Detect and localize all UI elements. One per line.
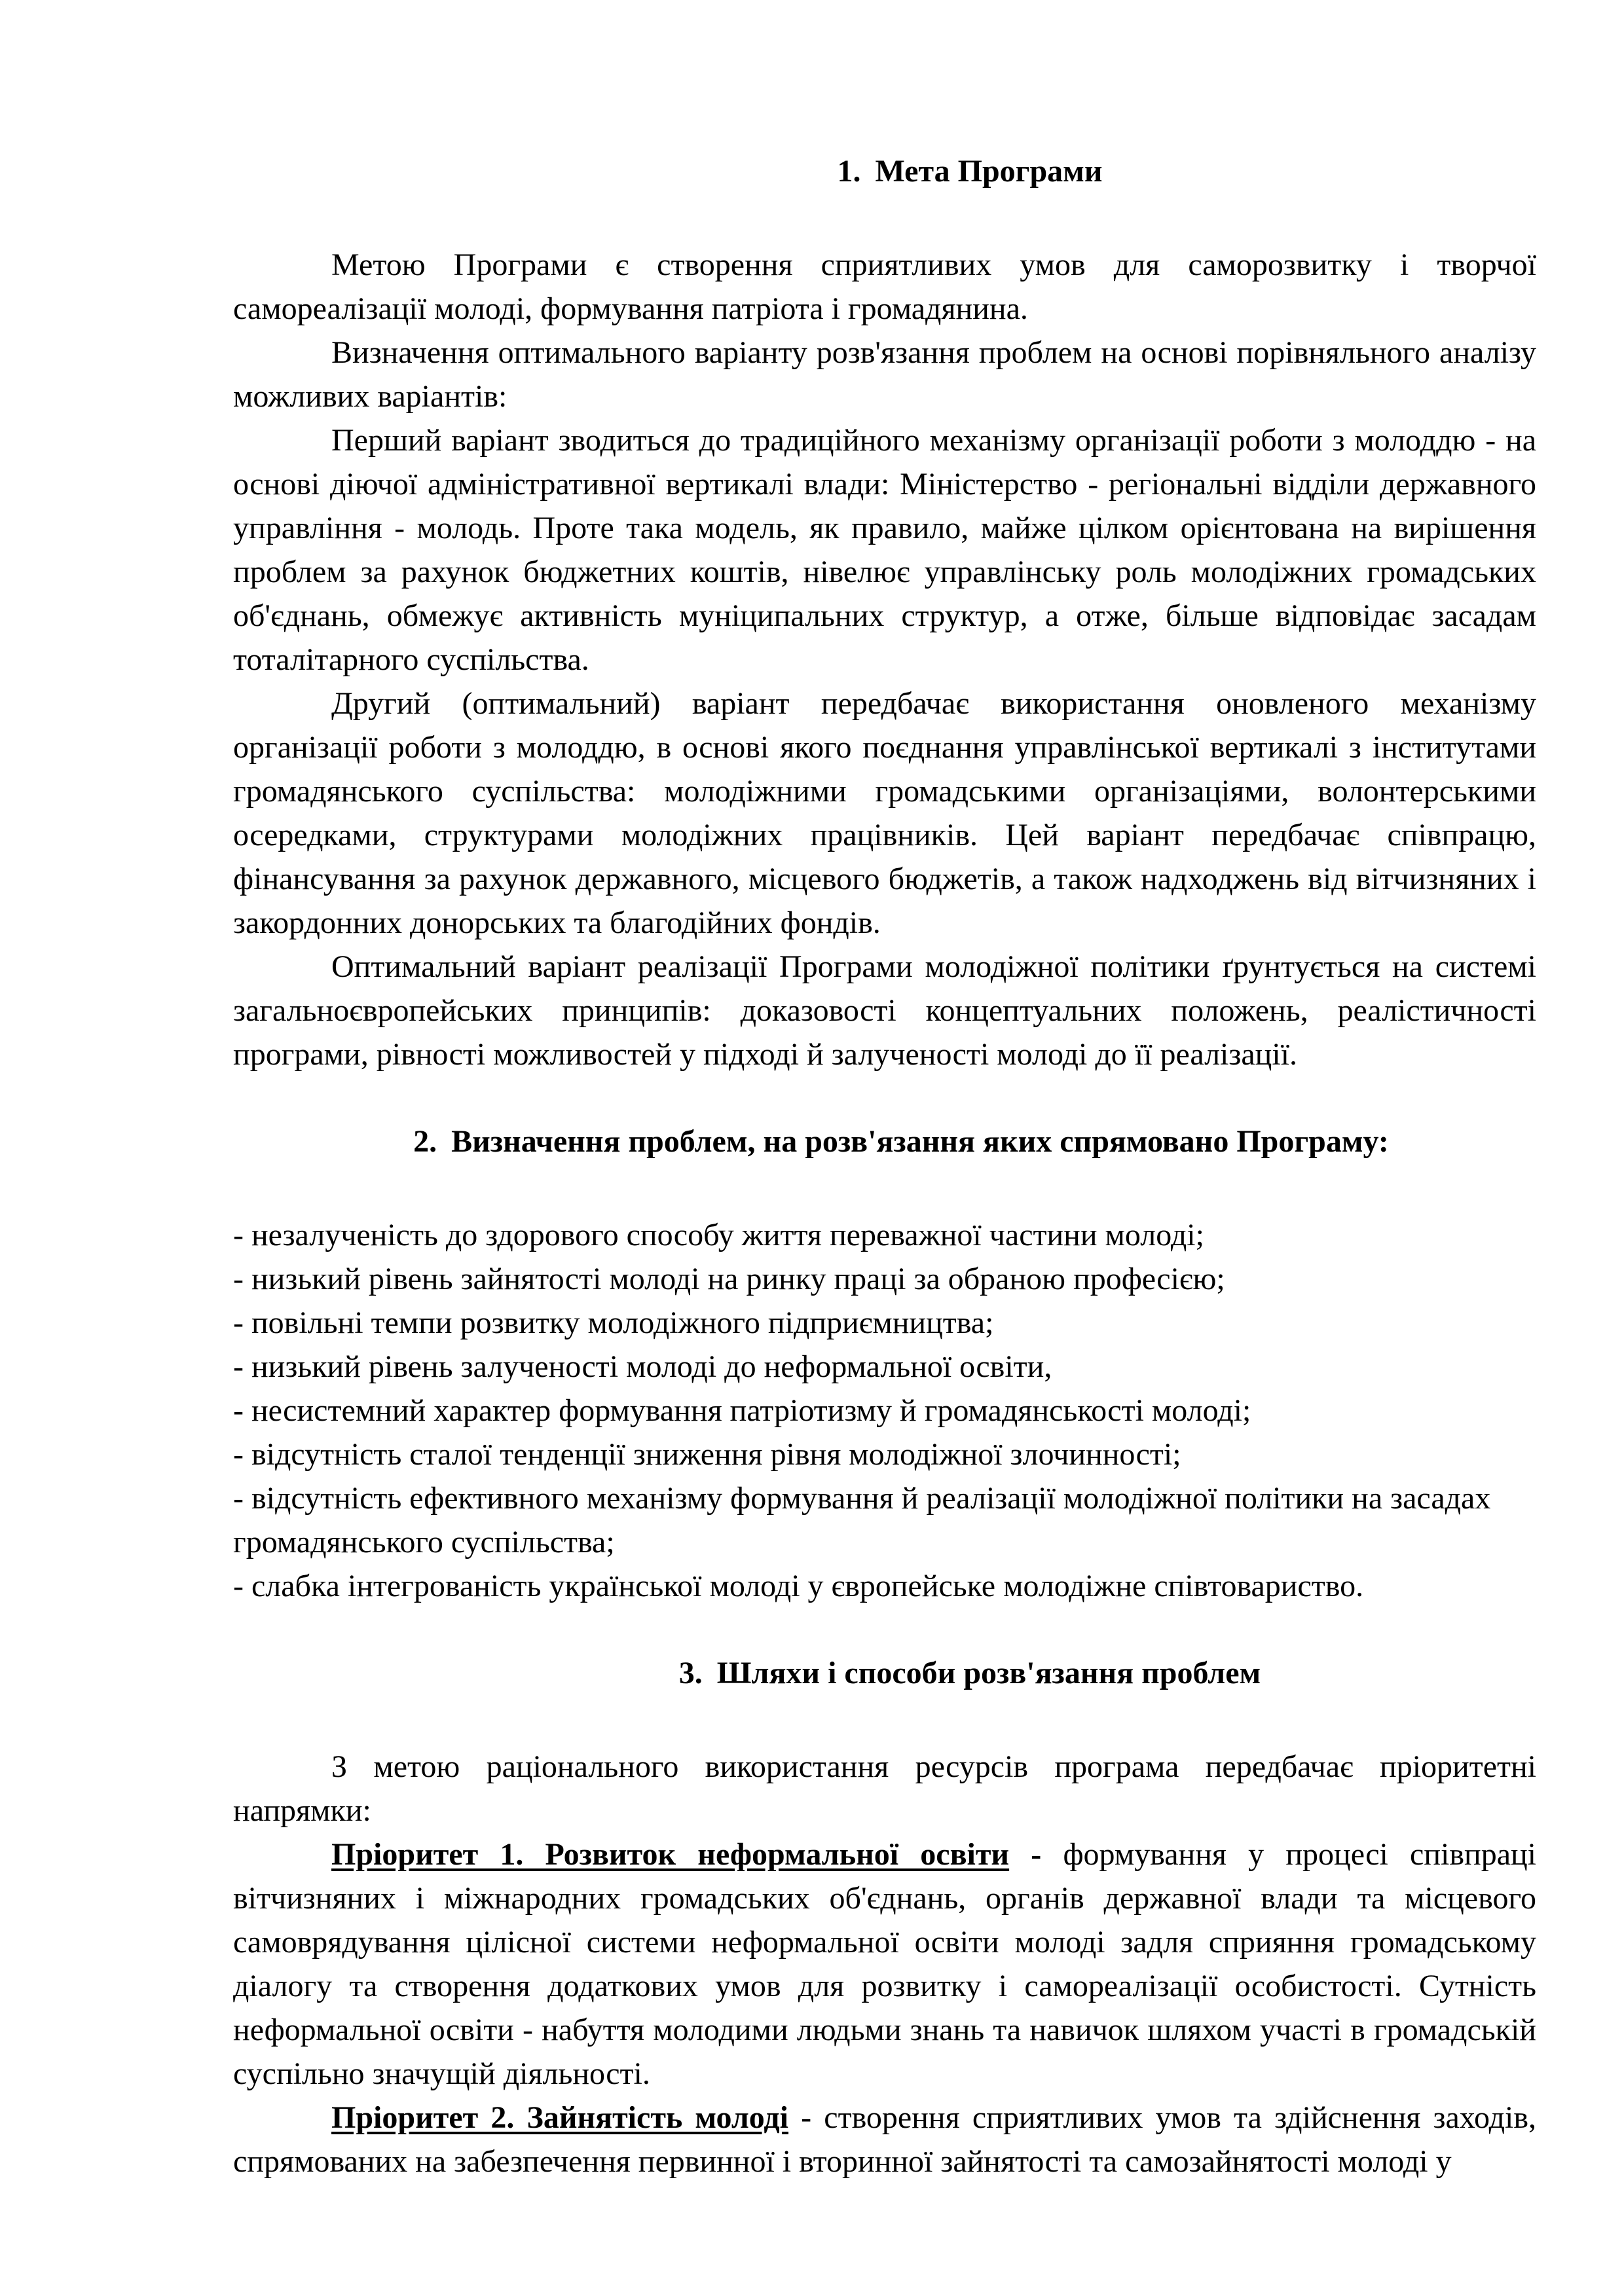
priority-title: Пріоритет 2. Зайнятість молоді [331,2100,789,2135]
priority-text: формування у процесі співпраці вітчизняних і міжнародних громадських об'єднань, органів державної влади та місцевого самоврядування цілісної системи неформальної освіти молоді задля сприяння громадському діалогу та створення додаткових умов для розвитку і самореалізації особистості. Сутність неформальної освіти - набуття молодими людьми знань та навичок шляхом участі в громадській суспільно значущій діяльності. [233,1837,1537,2091]
paragraph: Перший варіант зводиться до традиційного механізму організації роботи з молоддю - на основі діючої адміністративної вертикалі влади: Міністерство - регіональні відділи державного управління - молодь. Проте така модель, як правило, майже цілком орієнтована на вирішення проблем за рахунок бюджетних коштів, нівелює управлінську роль молодіжних громадських об'єднань, обмежує активність муніципальних структур, а отже, більше відповідає засадам тоталітарного суспільства. [233,423,1536,677]
separator: - [788,2100,824,2135]
list-item: - слабка інтегрованість української молоді у європейське молодіжне співтовариство. [233,1569,1364,1603]
paragraph: Другий (оптимальний) варіант передбачає використання оновленого механізму організації роботи з молоддю, в основі якого поєднання управлінської вертикалі з інститутами громадянського суспільства: молодіжними громадськими організаціями, волонтерськими осередками, структурами молодіжних працівників. Цей варіант передбачає співпрацю, фінансування за рахунок державного, місцевого бюджетів, а також надходжень від вітчизняних і закордонних донорських та благодійних фондів. [233,686,1536,940]
list-item: - відсутність ефективного механізму формування й реалізації молодіжної політики на засадах громадянського суспільства; [233,1481,1491,1559]
problems-list [233,1213,1536,1608]
section-heading-3 [233,1651,1536,1695]
paragraph: Метою Програми є створення сприятливих умов для саморозвитку і творчої самореалізації молоді, формування патріота і громадянина. [233,247,1536,326]
list-item: - низький рівень зайнятості молоді на ринку праці за обраною професією; [233,1262,1225,1296]
paragraph: Оптимальний варіант реалізації Програми молодіжної політики ґрунтується на системі загальноєвропейських принципів: доказовості концептуальних положень, реалістичності програми, рівності можливостей у підході й залученості молоді до її реалізації. [233,949,1536,1072]
section-number: 1. [837,154,861,189]
section-title: Визначення проблем, на розв'язання яких спрямовано Програму: [451,1124,1389,1159]
section-number: 3. [678,1656,703,1690]
section-number: 2. [413,1124,437,1159]
section-title: Шляхи і способи розв'язання проблем [716,1656,1261,1690]
section-heading-2 [233,1120,1536,1163]
list-item: - відсутність сталої тенденції зниження рівня молодіжної злочинності; [233,1437,1181,1472]
list-item: - повільні темпи розвитку молодіжного підприємництва; [233,1305,994,1340]
priority-text: створення сприятливих умов та здійснення заходів, спрямованих на забезпечення первинної і вторинної зайнятості та самозайнятості молоді у [233,2100,1536,2179]
section-heading-1 [233,149,1536,193]
document-content [233,149,1536,2183]
list-item: - несистемний характер формування патріотизму й громадянськості молоді; [233,1393,1251,1428]
priority-paragraph [233,2096,1536,2183]
section-title: Мета Програми [875,154,1103,189]
paragraph: Визначення оптимального варіанту розв'язання проблем на основі порівняльного аналізу можливих варіантів: [233,335,1536,414]
paragraph: З метою раціонального використання ресурсів програма передбачає пріоритетні напрямки: [233,1749,1536,1828]
list-item: - низький рівень залученості молоді до неформальної освіти, [233,1349,1052,1384]
priority-paragraph [233,1832,1536,2096]
list-item: - незалученість до здорового способу життя переважної частини молоді; [233,1218,1204,1252]
priority-title: Пріоритет 1. Розвиток неформальної освіти [331,1837,1010,1872]
separator: - [1009,1837,1063,1872]
